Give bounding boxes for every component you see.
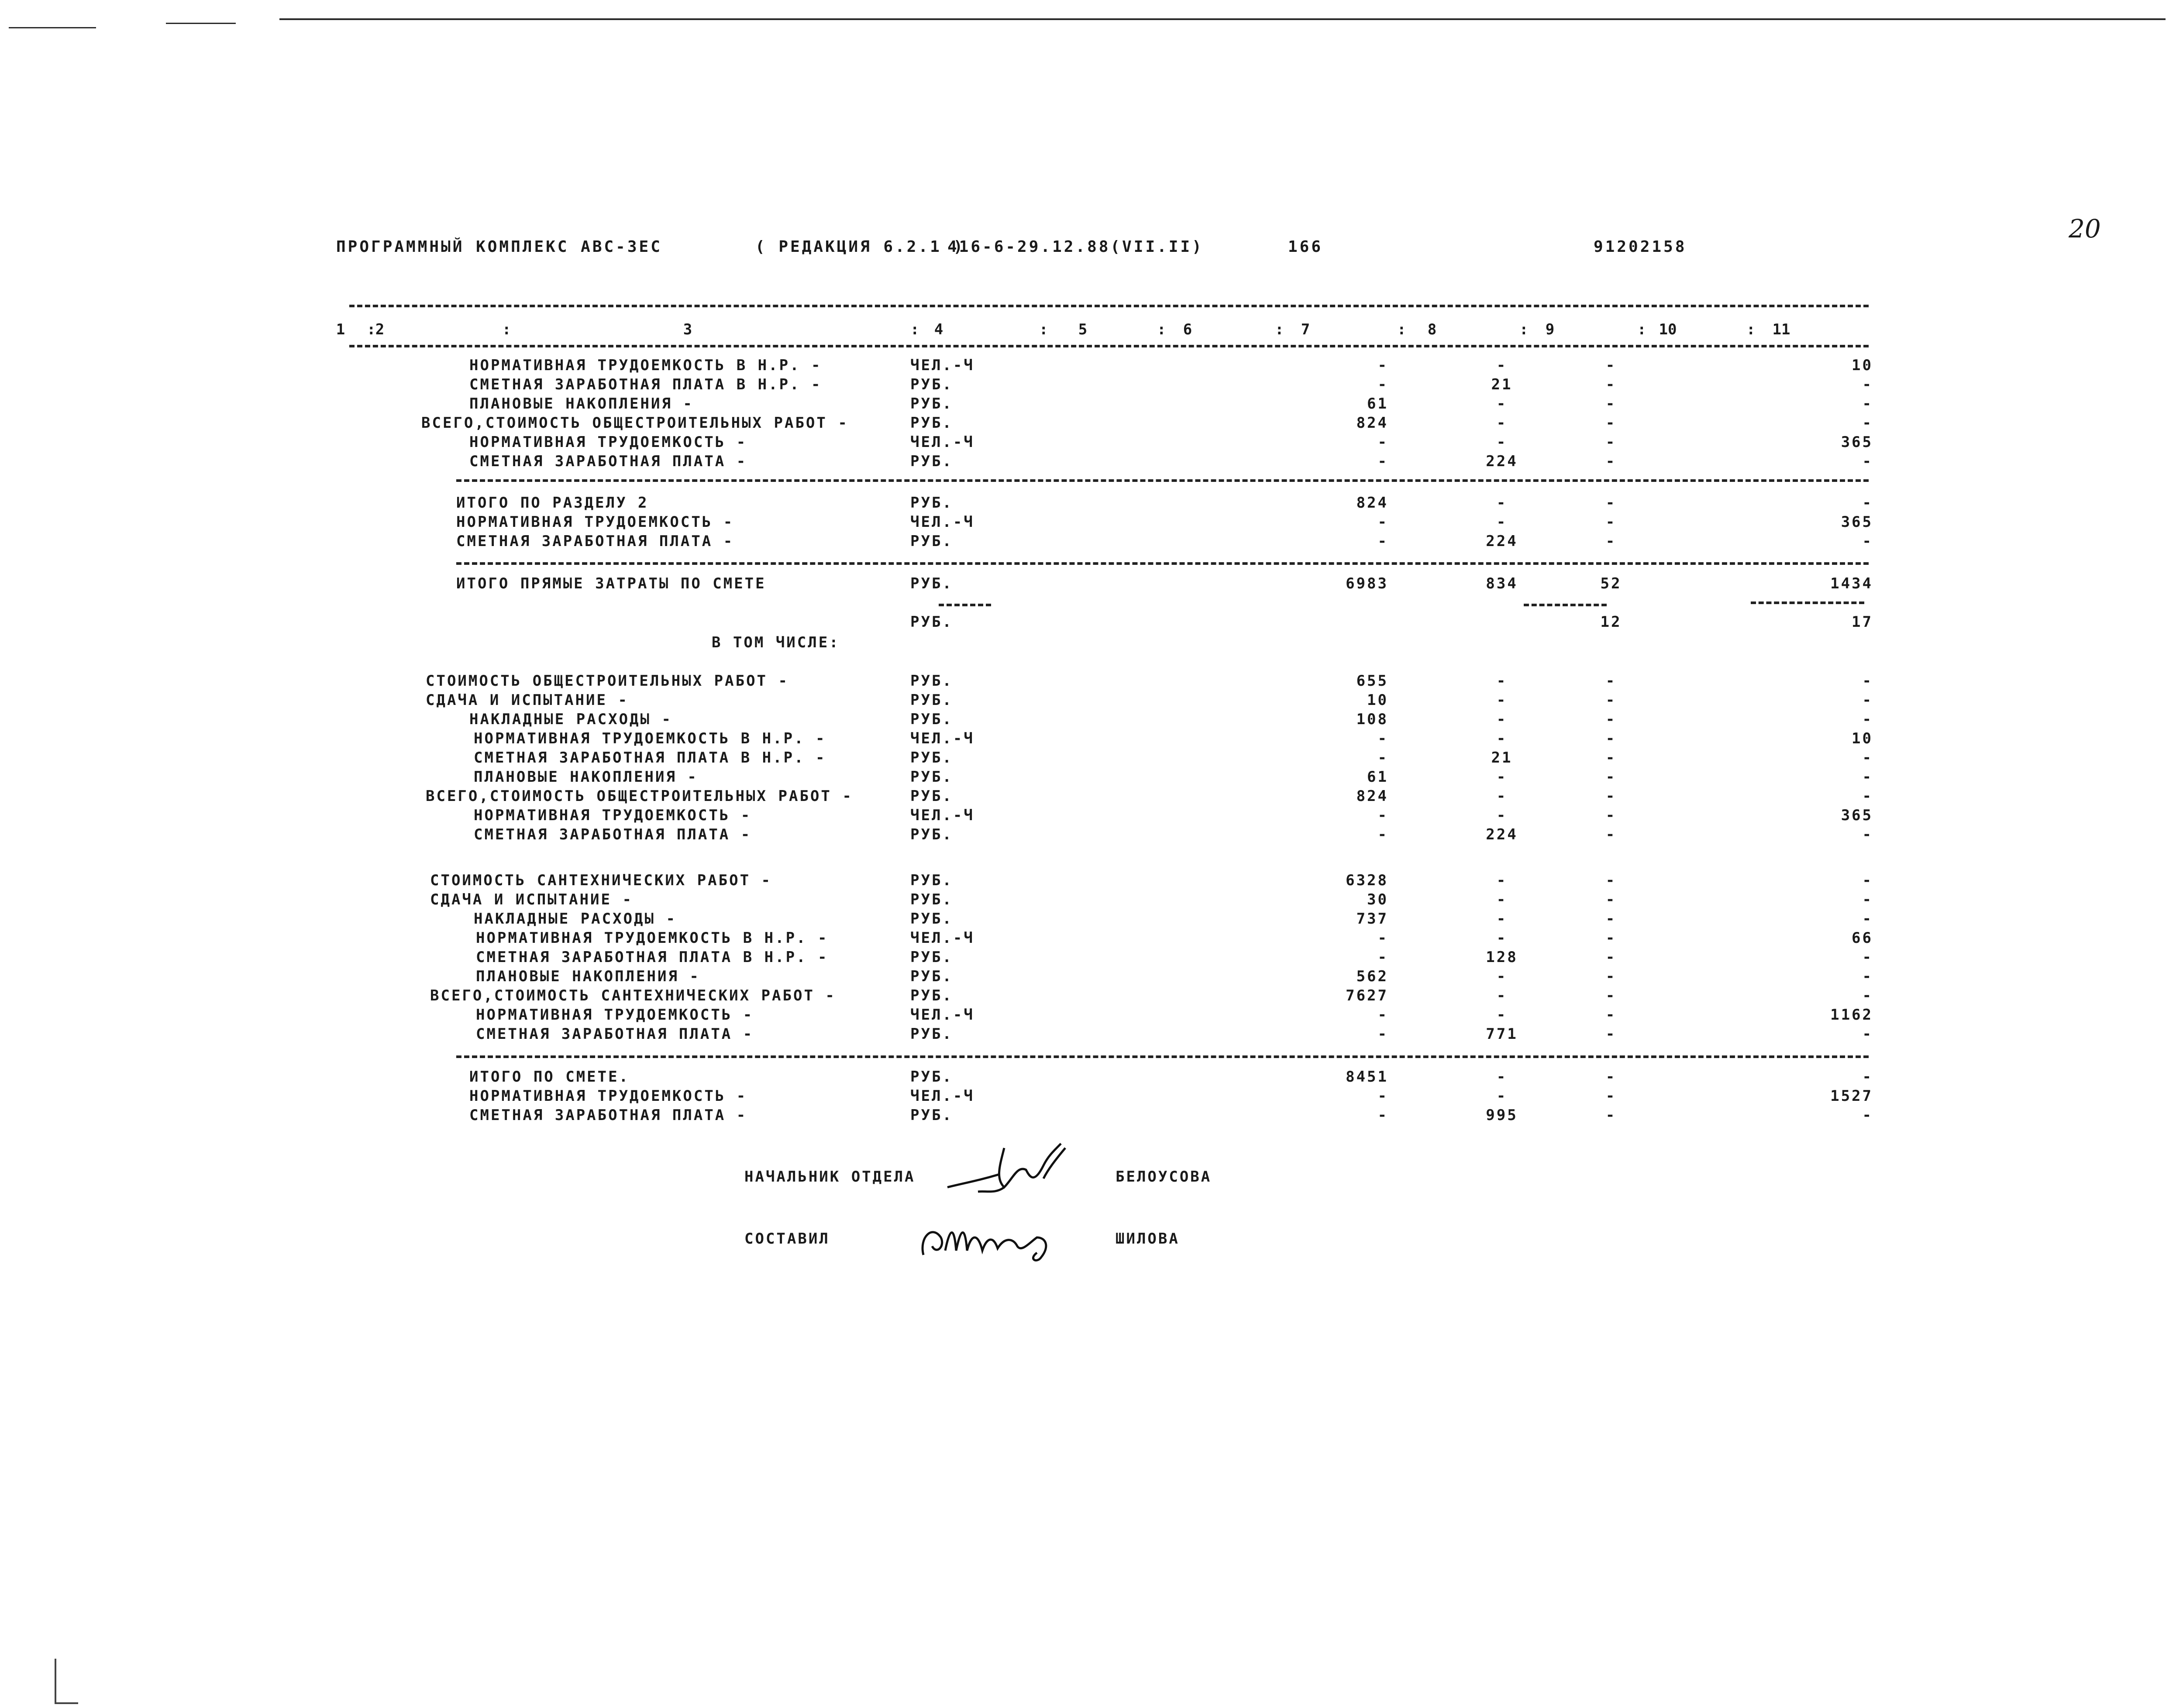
col9-value: 52 [1600,575,1622,592]
column-number: 8 [1427,321,1437,338]
col9-value: - [1605,872,1617,889]
col9-value: - [1605,691,1617,709]
row-unit: РУБ. [910,711,953,728]
document-number: 91202158 [1594,238,1687,256]
col8-value: - [1496,395,1508,412]
col7-value: 61 [1367,395,1388,412]
col11-value: - [1862,494,1873,512]
col8-value: - [1496,987,1508,1004]
col9-value: - [1605,749,1617,766]
row-unit: РУБ. [910,691,953,709]
col9-value: - [1605,949,1617,966]
col11-value: 1162 [1830,1006,1873,1024]
col11-value: 66 [1852,929,1873,947]
col7-value: - [1377,376,1388,393]
row-label: ПЛАНОВЫЕ НАКОПЛЕНИЯ - [476,968,700,985]
col7-value: - [1377,730,1388,747]
col8-value: - [1496,1087,1508,1105]
col9-value: - [1605,730,1617,747]
col11-value: - [1862,768,1873,786]
col7-value: - [1377,453,1388,470]
col11-value: - [1862,749,1873,766]
row-unit: РУБ. [910,1068,953,1086]
col8-value: - [1496,1068,1508,1086]
column-separator: : [1275,321,1284,338]
col9-value: - [1605,807,1617,824]
column-separator: : [1746,321,1756,338]
rule-line [456,479,1869,482]
row-label: ИТОГО ПО РАЗДЕЛУ 2 [456,494,649,512]
col8-value: - [1496,672,1508,690]
col9-value: - [1605,787,1617,805]
table-row [0,749,2183,768]
col7-value: 562 [1356,968,1388,985]
col9-value: - [1605,826,1617,843]
row-label: СМЕТНАЯ ЗАРАБОТНАЯ ПЛАТА В Н.Р. - [469,376,822,393]
col8-value: 224 [1486,533,1518,550]
table-row [0,513,2183,533]
col7-value: 30 [1367,891,1388,908]
table-row [0,711,2183,730]
col8-value: - [1496,929,1508,947]
column-separator: : [502,321,511,338]
column-number: 11 [1772,321,1790,338]
row-label: НАКЛАДНЫЕ РАСХОДЫ - [469,711,672,728]
table-row [0,1068,2183,1087]
row-label: ВСЕГО,СТОИМОСТЬ ОБЩЕСТРОИТЕЛЬНЫХ РАБОТ - [421,414,849,432]
col9-value: - [1605,433,1617,451]
column-number: 6 [1183,321,1192,338]
col7-value: 737 [1356,910,1388,928]
col11-value: - [1862,691,1873,709]
row-unit: РУБ. [910,949,953,966]
col8-value: 995 [1486,1107,1518,1124]
col8-value: 224 [1486,826,1518,843]
col11-value: - [1862,1068,1873,1086]
col8-value: - [1496,872,1508,889]
rule-line [349,305,1869,307]
column-number: 10 [1659,321,1677,338]
row-label: СТОИМОСТЬ ОБЩЕСТРОИТЕЛЬНЫХ РАБОТ - [426,672,789,690]
row-unit: ЧЕЛ.-Ч [910,1006,974,1024]
table-row [0,433,2183,453]
col8-value: 128 [1486,949,1518,966]
col9-value: - [1605,1068,1617,1086]
row-unit: РУБ. [910,672,953,690]
rule-line [349,345,1869,347]
col9-value: - [1605,987,1617,1004]
head-signature [939,1139,1083,1213]
column-number: 2 [375,321,385,338]
row-unit: РУБ. [910,891,953,908]
col9-value: - [1605,414,1617,432]
col8-value: - [1496,787,1508,805]
column-separator: : [1637,321,1646,338]
col8-value: - [1496,1006,1508,1024]
row-unit: ЧЕЛ.-Ч [910,357,974,374]
col9-value: - [1605,711,1617,728]
col8-value: 834 [1486,575,1518,592]
col9-value: - [1605,1006,1617,1024]
col11-value: 365 [1841,513,1873,531]
col7-value: 61 [1367,768,1388,786]
row-label: СТОИМОСТЬ САНТЕХНИЧЕСКИХ РАБОТ - [430,872,772,889]
row-unit: РУБ. [910,768,953,786]
col9-value: - [1605,1087,1617,1105]
row-unit: РУБ. [910,395,953,412]
row-unit: РУБ. [910,749,953,766]
row-label: НОРМАТИВНАЯ ТРУДОЕМКОСТЬ В Н.Р. - [474,730,826,747]
col9-value: - [1605,494,1617,512]
col9-value: - [1605,453,1617,470]
column-separator: : [1157,321,1166,338]
col11-value: - [1862,968,1873,985]
column-number: 3 [683,321,692,338]
table-row [0,1107,2183,1126]
col8-value: - [1496,691,1508,709]
col11-value: - [1862,949,1873,966]
col9-value: - [1605,1025,1617,1043]
column-separator: : [1519,321,1529,338]
row-unit: ЧЕЛ.-Ч [910,513,974,531]
row-label: ИТОГО ПО СМЕТЕ. [469,1068,630,1086]
row-label: ВСЕГО,СТОИМОСТЬ ОБЩЕСТРОИТЕЛЬНЫХ РАБОТ - [426,787,853,805]
row-label: СМЕТНАЯ ЗАРАБОТНАЯ ПЛАТА - [456,533,734,550]
table-row [0,672,2183,691]
col11-value: - [1862,711,1873,728]
col7-value: - [1377,533,1388,550]
rule-line [939,604,991,606]
col8-value: 21 [1491,376,1513,393]
table-row [0,929,2183,949]
col8-value: 771 [1486,1025,1518,1043]
row-label: НОРМАТИВНАЯ ТРУДОЕМКОСТЬ - [469,433,747,451]
col9-value: - [1605,768,1617,786]
col7-value: - [1377,1107,1388,1124]
compiler-title: СОСТАВИЛ [744,1230,830,1247]
row-label: СДАЧА И ИСПЫТАНИЕ - [430,891,633,908]
rule-line [456,1055,1869,1058]
column-separator: : [1039,321,1048,338]
col9-value: - [1605,395,1617,412]
col11-value: - [1862,787,1873,805]
row-unit: РУБ. [910,376,953,393]
col11-value: - [1862,453,1873,470]
col9-value: - [1605,357,1617,374]
column-separator: : [1397,321,1406,338]
col7-value: 6983 [1346,575,1388,592]
col7-value: 655 [1356,672,1388,690]
col11-value: - [1862,891,1873,908]
col7-value: - [1377,749,1388,766]
row-unit: ЧЕЛ.-Ч [910,1087,974,1105]
row-label: СМЕТНАЯ ЗАРАБОТНАЯ ПЛАТА - [474,826,752,843]
col7-value: 8451 [1346,1068,1388,1086]
row-label: СМЕТНАЯ ЗАРАБОТНАЯ ПЛАТА - [476,1025,754,1043]
table-row [0,357,2183,376]
col7-value: 108 [1356,711,1388,728]
table-row [0,1025,2183,1045]
row-unit: РУБ. [910,968,953,985]
column-number: 5 [1078,321,1088,338]
col11-value: - [1862,1107,1873,1124]
col8-value: - [1496,494,1508,512]
col9-value: - [1605,376,1617,393]
col9-value: - [1605,968,1617,985]
scan-edge-line [9,27,96,28]
col7-value: - [1377,826,1388,843]
including-label: В ТОМ ЧИСЛЕ: [712,634,840,651]
row-unit: ЧЕЛ.-Ч [910,929,974,947]
col11-value: - [1862,414,1873,432]
head-name: БЕЛОУСОВА [1116,1168,1212,1186]
row-unit: РУБ. [910,494,953,512]
col8-value: 21 [1491,749,1513,766]
column-number: 1 [336,321,345,338]
table-row [0,1087,2183,1107]
col8-value: - [1496,513,1508,531]
col7-value: - [1377,1087,1388,1105]
row-label: НОРМАТИВНАЯ ТРУДОЕМКОСТЬ - [476,1006,754,1024]
row-unit: ЧЕЛ.-Ч [910,433,974,451]
col8-value: - [1496,357,1508,374]
row-label: НОРМАТИВНАЯ ТРУДОЕМКОСТЬ - [456,513,734,531]
col9-value: - [1605,1107,1617,1124]
column-number: 9 [1545,321,1555,338]
table-row [0,787,2183,807]
col9-value: - [1605,929,1617,947]
table-row [0,730,2183,749]
col9-value: - [1605,910,1617,928]
row-unit: РУБ. [910,987,953,1004]
col8-value: - [1496,414,1508,432]
col11-value: 10 [1852,730,1873,747]
col11-value: 1527 [1830,1087,1873,1105]
scan-edge-line [166,23,236,24]
row-unit: ЧЕЛ.-Ч [910,807,974,824]
edition: ( РЕДАКЦИЯ 6.2.1 ) [755,238,965,256]
row-label: ПЛАНОВЫЕ НАКОПЛЕНИЯ - [474,768,698,786]
table-row [0,968,2183,987]
table-row [0,453,2183,472]
col9-value: - [1605,891,1617,908]
rule-line [1751,601,1864,604]
table-row [0,376,2183,395]
col7-value: - [1377,357,1388,374]
direct-costs-row [0,575,2183,594]
table-row [0,494,2183,513]
row-label: ВСЕГО,СТОИМОСТЬ САНТЕХНИЧЕСКИХ РАБОТ - [430,987,836,1004]
col7-value: - [1377,929,1388,947]
col7-value: 7627 [1346,987,1388,1004]
col8-value: 224 [1486,453,1518,470]
row-unit: РУБ. [910,575,953,592]
table-row [0,891,2183,910]
table-row [0,807,2183,826]
col9-value: - [1605,533,1617,550]
table-row [0,872,2183,891]
rule-line [1524,604,1607,606]
column-separator: : [910,321,919,338]
row-unit: РУБ. [910,787,953,805]
compiler-name: ШИЛОВА [1116,1230,1180,1247]
row-unit: РУБ. [910,453,953,470]
col8-value: - [1496,968,1508,985]
row-unit: РУБ. [910,1025,953,1043]
edition-code: 416-6-29.12.88(VII.II) [947,238,1204,256]
head-title: НАЧАЛЬНИК ОТДЕЛА [744,1168,916,1186]
col7-value: 824 [1356,494,1388,512]
row-label: СМЕТНАЯ ЗАРАБОТНАЯ ПЛАТА - [469,1107,747,1124]
col7-value: - [1377,949,1388,966]
column-separator: : [367,321,376,338]
direct-costs-subrow [0,613,2183,632]
table-row [0,1006,2183,1025]
table-row [0,987,2183,1006]
col8-value: - [1496,891,1508,908]
row-unit: РУБ. [910,872,953,889]
col7-value: 10 [1367,691,1388,709]
col7-value: - [1377,807,1388,824]
col11-value: - [1862,376,1873,393]
row-unit: РУБ. [910,414,953,432]
row-unit: ЧЕЛ.-Ч [910,730,974,747]
row-label: ПЛАНОВЫЕ НАКОПЛЕНИЯ - [469,395,694,412]
row-unit: РУБ. [910,1107,953,1124]
col7-value: 824 [1356,414,1388,432]
program-title: ПРОГРАММНЫЙ КОМПЛЕКС АВС-ЗЕС [336,238,662,256]
row-label: НАКЛАДНЫЕ РАСХОДЫ - [474,910,677,928]
col9-value: - [1605,513,1617,531]
col11-value: - [1862,910,1873,928]
col7-value: - [1377,1025,1388,1043]
table-row [0,414,2183,433]
col8-value: - [1496,807,1508,824]
table-row [0,768,2183,787]
col7-value: - [1377,433,1388,451]
col7-value: - [1377,1006,1388,1024]
table-row [0,533,2183,552]
col9-value: - [1605,672,1617,690]
compiler-signature [906,1211,1081,1268]
col11-value: - [1862,1025,1873,1043]
row-unit: РУБ. [910,826,953,843]
col11-value: - [1862,533,1873,550]
row-label: НОРМАТИВНАЯ ТРУДОЕМКОСТЬ В Н.Р. - [476,929,829,947]
col8-value: - [1496,711,1508,728]
including-heading [0,634,2183,653]
col11-value: - [1862,672,1873,690]
table-row [0,949,2183,968]
column-number: 7 [1301,321,1310,338]
rule-line [456,562,1869,565]
scan-edge-line [279,18,2166,20]
row-label: СДАЧА И ИСПЫТАНИЕ - [426,691,629,709]
col11-value: 10 [1852,357,1873,374]
handwritten-page-mark: 20 [2069,214,2101,244]
column-number: 4 [934,321,943,338]
col11-value: - [1862,395,1873,412]
row-label: НОРМАТИВНАЯ ТРУДОЕМКОСТЬ - [469,1087,747,1105]
col11-value: 365 [1841,807,1873,824]
col9-value: 12 [1600,613,1622,631]
row-label: СМЕТНАЯ ЗАРАБОТНАЯ ПЛАТА - [469,453,747,470]
col11-value: - [1862,987,1873,1004]
table-row [0,826,2183,845]
col8-value: - [1496,768,1508,786]
table-row [0,395,2183,414]
col8-value: - [1496,730,1508,747]
row-label: СМЕТНАЯ ЗАРАБОТНАЯ ПЛАТА В Н.Р. - [474,749,826,766]
table-row [0,691,2183,711]
page-number: 166 [1288,238,1323,256]
col11-value: - [1862,826,1873,843]
col7-value: 824 [1356,787,1388,805]
row-label: НОРМАТИВНАЯ ТРУДОЕМКОСТЬ В Н.Р. - [469,357,822,374]
scan-corner-mark [55,1659,78,1704]
row-unit: РУБ. [910,910,953,928]
table-row [0,910,2183,929]
col11-value: 1434 [1830,575,1873,592]
row-unit: РУБ. [910,613,953,631]
col8-value: - [1496,910,1508,928]
direct-costs-label: ИТОГО ПРЯМЫЕ ЗАТРАТЫ ПО СМЕТЕ [456,575,766,592]
col11-value: 365 [1841,433,1873,451]
row-label: НОРМАТИВНАЯ ТРУДОЕМКОСТЬ - [474,807,752,824]
col11-value: 17 [1852,613,1873,631]
row-unit: РУБ. [910,533,953,550]
row-label: СМЕТНАЯ ЗАРАБОТНАЯ ПЛАТА В Н.Р. - [476,949,829,966]
col11-value: - [1862,872,1873,889]
col7-value: 6328 [1346,872,1388,889]
col8-value: - [1496,433,1508,451]
col7-value: - [1377,513,1388,531]
